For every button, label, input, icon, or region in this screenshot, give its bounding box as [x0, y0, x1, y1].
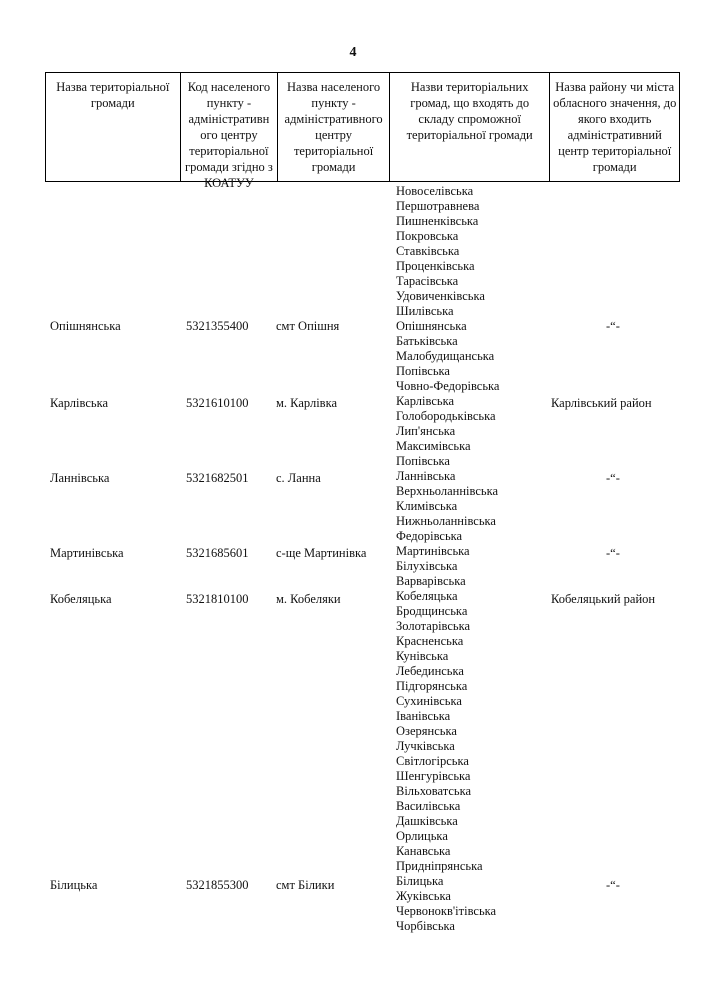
community-center: с. Ланна [276, 471, 321, 485]
list-item: Красненська [396, 634, 464, 648]
community-district: Кобеляцький район [551, 592, 656, 606]
community-code: 5321355400 [186, 319, 249, 333]
header-district: Назва району чи міста обласного значення, до якого входить адміністративний центр територіальної громади [553, 80, 677, 174]
list-item: Білицька [396, 874, 444, 888]
header-center-name: Назва населеного пункту - адміністративного центру територіальної громади [278, 73, 390, 181]
list-item: Батьківська [396, 334, 458, 348]
list-item: Білухівська [396, 559, 458, 573]
header-member-communities: Назви територіальних громад, що входять до складу спроможної територіальної громади [390, 73, 550, 181]
list-item: Максимівська [396, 439, 471, 453]
list-item: Бродщинська [396, 604, 468, 618]
community-name: Мартинівська [50, 546, 124, 560]
list-item: Світлогірська [396, 754, 469, 768]
list-item: Удовиченківська [396, 289, 485, 303]
list-item: Климівська [396, 499, 458, 513]
list-item: Тарасівська [396, 274, 459, 288]
community-code: 5321685601 [186, 546, 249, 560]
header-community-name: Назва територіальної громади [46, 73, 181, 181]
community-district: -“- [606, 878, 620, 892]
list-item: Нижньоланнівська [396, 514, 496, 528]
header-koatuu-code: Код населеного пункту - адміністративн ого центру територіальної громади згідно з КОАТУУ [181, 73, 279, 181]
list-item: Новоселівська [396, 184, 474, 198]
list-item: Вільховатська [396, 784, 472, 798]
list-item: Лебединська [396, 664, 464, 678]
community-district: Карлівський район [551, 396, 652, 410]
community-center: с-ще Мартинівка [276, 546, 367, 560]
list-item: Червонокв'ітівська [396, 904, 497, 918]
list-item: Василівська [396, 799, 461, 813]
community-code: 5321810100 [186, 592, 249, 606]
community-name: Кобеляцька [50, 592, 112, 606]
community-code: 5321610100 [186, 396, 249, 410]
community-name: Опішнянська [50, 319, 121, 333]
community-district: -“- [606, 546, 620, 560]
list-item: Придніпрянська [396, 859, 483, 873]
table-header [45, 72, 680, 190]
list-item: Мартинівська [396, 544, 470, 558]
list-item: Канавська [396, 844, 451, 858]
list-item: Лучківська [396, 739, 455, 753]
community-center: смт Білики [276, 878, 335, 892]
community-center: смт Опішня [276, 319, 340, 333]
list-item: Сухинівська [396, 694, 462, 708]
list-item: Лип'янська [396, 424, 456, 438]
community-name: Білицька [50, 878, 98, 892]
list-item: Орлицька [396, 829, 448, 843]
list-item: Кунівська [396, 649, 449, 663]
list-item: Кобеляцька [396, 589, 458, 603]
community-code: 5321682501 [186, 471, 249, 485]
list-item: Варварівська [396, 574, 466, 588]
list-item: Попівська [396, 454, 450, 468]
list-item: Опішнянська [396, 319, 467, 333]
list-item: Дашківська [396, 814, 458, 828]
list-item: Голобородьківська [396, 409, 496, 423]
list-item: Човно-Федорівська [396, 379, 500, 393]
list-item: Верхньоланнівська [396, 484, 499, 498]
list-item: Попівська [396, 364, 450, 378]
list-item: Жуківська [396, 889, 451, 903]
community-center: м. Карлівка [276, 396, 338, 410]
list-item: Малобудищанська [396, 349, 495, 363]
list-item: Федорівська [396, 529, 463, 543]
community-center: м. Кобеляки [276, 592, 341, 606]
list-item: Ланнівська [396, 469, 456, 483]
page-number: 4 [349, 45, 357, 60]
community-district: -“- [606, 471, 620, 485]
list-item: Чорбівська [396, 919, 455, 933]
community-name: Карлівська [50, 396, 109, 410]
list-item: Озерянська [396, 724, 457, 738]
community-name: Ланнівська [50, 471, 110, 485]
community-code: 5321855300 [186, 878, 249, 892]
list-item: Покровська [396, 229, 459, 243]
list-item: Шилівська [396, 304, 454, 318]
list-item: Золотарівська [396, 619, 471, 633]
list-item: Першотравнева [396, 199, 480, 213]
list-item: Пишненківська [396, 214, 479, 228]
list-item: Ставківська [396, 244, 460, 258]
list-item: Шенгурівська [396, 769, 471, 783]
list-item: Іванівська [396, 709, 451, 723]
community-district: -“- [606, 319, 620, 333]
list-item: Підгорянська [396, 679, 468, 693]
list-item: Проценківська [396, 259, 475, 273]
list-item: Карлівська [396, 394, 455, 408]
